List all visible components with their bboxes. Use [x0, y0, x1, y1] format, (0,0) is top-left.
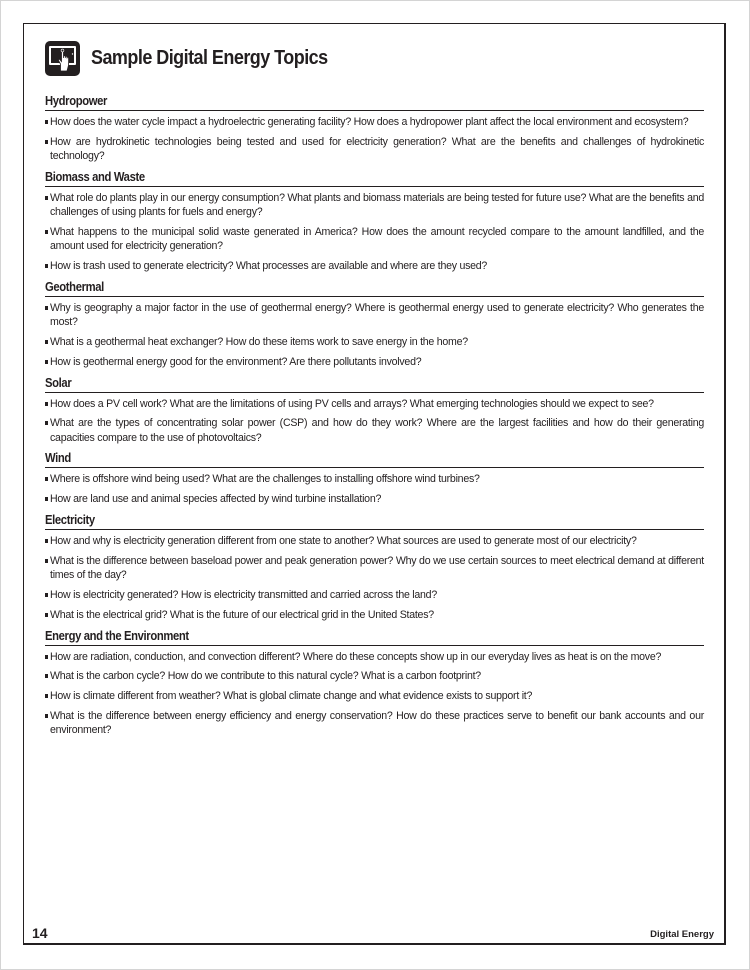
- bullet-icon: [45, 559, 48, 563]
- section-wind: [45, 450, 704, 506]
- question-item: [45, 135, 704, 164]
- question-item: [45, 608, 704, 622]
- question-item: [45, 191, 704, 220]
- question-text: Where is offshore wind being used? What are the challenges to installing offshore wind turbines?: [50, 473, 480, 486]
- question-text: What is the difference between energy efficiency and energy conservation? How do these practices serve to benefit our bank accounts and our environment?: [50, 709, 704, 737]
- question-item: [45, 259, 704, 273]
- bullet-icon: [45, 120, 48, 124]
- section-electricity: [45, 512, 704, 622]
- question-text: What role do plants play in our energy consumption? What plants and biomass materials are being tested for future use? What are the benefits and challenges of using plants for fuels and energy?: [50, 191, 704, 219]
- bullet-icon: [45, 477, 48, 481]
- bullet-icon: [45, 196, 48, 200]
- question-item: [45, 709, 704, 738]
- bullet-icon: [45, 714, 48, 718]
- topics-content: [45, 93, 704, 743]
- question-text: What is a geothermal heat exchanger? How do these items work to save energy in the home?: [50, 335, 468, 348]
- question-text: How are hydrokinetic technologies being tested and used for electricity generation? What are the benefits and challenges of hydrokinetic technology?: [50, 135, 704, 163]
- bullet-icon: [45, 694, 48, 698]
- question-item: [45, 669, 704, 683]
- question-item: [45, 355, 704, 369]
- section-energy-and-the-environment: [45, 628, 704, 738]
- bullet-icon: [45, 230, 48, 234]
- question-item: [45, 689, 704, 703]
- question-text: What is the carbon cycle? How do we contribute to this natural cycle? What is a carbon footprint?: [50, 670, 481, 683]
- question-item: [45, 588, 704, 602]
- question-item: [45, 397, 704, 411]
- question-text: How is electricity generated? How is electricity transmitted and carried across the land?: [50, 588, 437, 601]
- question-item: [45, 534, 704, 548]
- question-text: What are the types of concentrating solar power (CSP) and how do they work? Where are the largest facilities and how do their generating capacities compare to the use of photovoltaics?: [50, 417, 704, 444]
- bullet-icon: [45, 140, 48, 144]
- question-text: Why is geography a major factor in the use of geothermal energy? Where is geothermal energy used to generate electricity? Who generates the most?: [50, 301, 704, 329]
- bullet-icon: [45, 539, 48, 543]
- page-header: [45, 40, 354, 76]
- section-heading: [45, 169, 704, 187]
- question-item: [45, 301, 704, 330]
- section-biomass-and-waste: [45, 169, 704, 273]
- question-item: [45, 335, 704, 349]
- bullet-icon: [45, 655, 48, 659]
- page-number: 14: [32, 925, 48, 941]
- question-text: How does a PV cell work? What are the limitations of using PV cells and arrays? What emerging technologies should we expect to see?: [50, 397, 654, 410]
- question-text: How and why is electricity generation different from one state to another? What sources are used to generate most of our electricity?: [50, 535, 637, 548]
- question-text: What is the electrical grid? What is the future of our electrical grid in the United States?: [50, 608, 434, 621]
- section-heading: [45, 512, 704, 530]
- section-heading: [45, 628, 704, 646]
- touchscreen-hand-icon: [45, 41, 80, 76]
- section-heading-text: Energy and the Environment: [45, 628, 189, 643]
- bullet-icon: [45, 497, 48, 501]
- section-heading-text: Solar: [45, 375, 72, 390]
- bullet-icon: [45, 613, 48, 617]
- question-item: [45, 492, 704, 506]
- section-solar: [45, 375, 704, 445]
- question-item: [45, 554, 704, 583]
- section-heading: [45, 375, 704, 393]
- bullet-icon: [45, 674, 48, 678]
- bullet-icon: [45, 340, 48, 344]
- question-item: [45, 472, 704, 486]
- question-text: What happens to the municipal solid waste generated in America? How does the amount recycled compare to the amount landfilled, and the amount used for electricity generation?: [50, 225, 704, 253]
- section-heading-text: Wind: [45, 451, 71, 466]
- bullet-icon: [45, 402, 48, 406]
- section-heading-text: Electricity: [45, 513, 95, 528]
- bullet-icon: [45, 593, 48, 597]
- section-heading: [45, 450, 704, 468]
- question-text: What is the difference between baseload power and peak generation power? Why do we use certain sources to meet electrical demand at different times of the day?: [50, 554, 704, 582]
- section-hydropower: [45, 93, 704, 163]
- section-heading: [45, 93, 704, 111]
- section-heading: [45, 279, 704, 297]
- question-text: How is climate different from weather? What is global climate change and what evidence exists to support it?: [50, 690, 533, 703]
- question-item: [45, 650, 704, 664]
- section-heading-text: Biomass and Waste: [45, 169, 145, 184]
- footer-title: Digital Energy: [650, 929, 714, 940]
- question-text: How are radiation, conduction, and convection different? Where do these concepts show up in our everyday lives as heat is on the move?: [50, 650, 662, 663]
- question-item: [45, 115, 704, 129]
- question-item: [45, 416, 704, 445]
- bullet-icon: [45, 306, 48, 310]
- bullet-icon: [45, 360, 48, 364]
- page-title: Sample Digital Energy Topics: [91, 46, 328, 69]
- question-text: How are land use and animal species affected by wind turbine installation?: [50, 493, 382, 506]
- question-text: How does the water cycle impact a hydroelectric generating facility? How does a hydropower plant affect the local environment and ecosystem?: [50, 116, 689, 128]
- section-geothermal: [45, 279, 704, 369]
- question-text: How is geothermal energy good for the environment? Are there pollutants involved?: [50, 355, 422, 368]
- bullet-icon: [45, 264, 48, 268]
- section-heading-text: Geothermal: [45, 279, 104, 294]
- question-text: How is trash used to generate electricity? What processes are available and where are they used?: [50, 260, 488, 273]
- question-item: [45, 225, 704, 254]
- section-heading-text: Hydropower: [45, 94, 108, 108]
- bullet-icon: [45, 421, 48, 425]
